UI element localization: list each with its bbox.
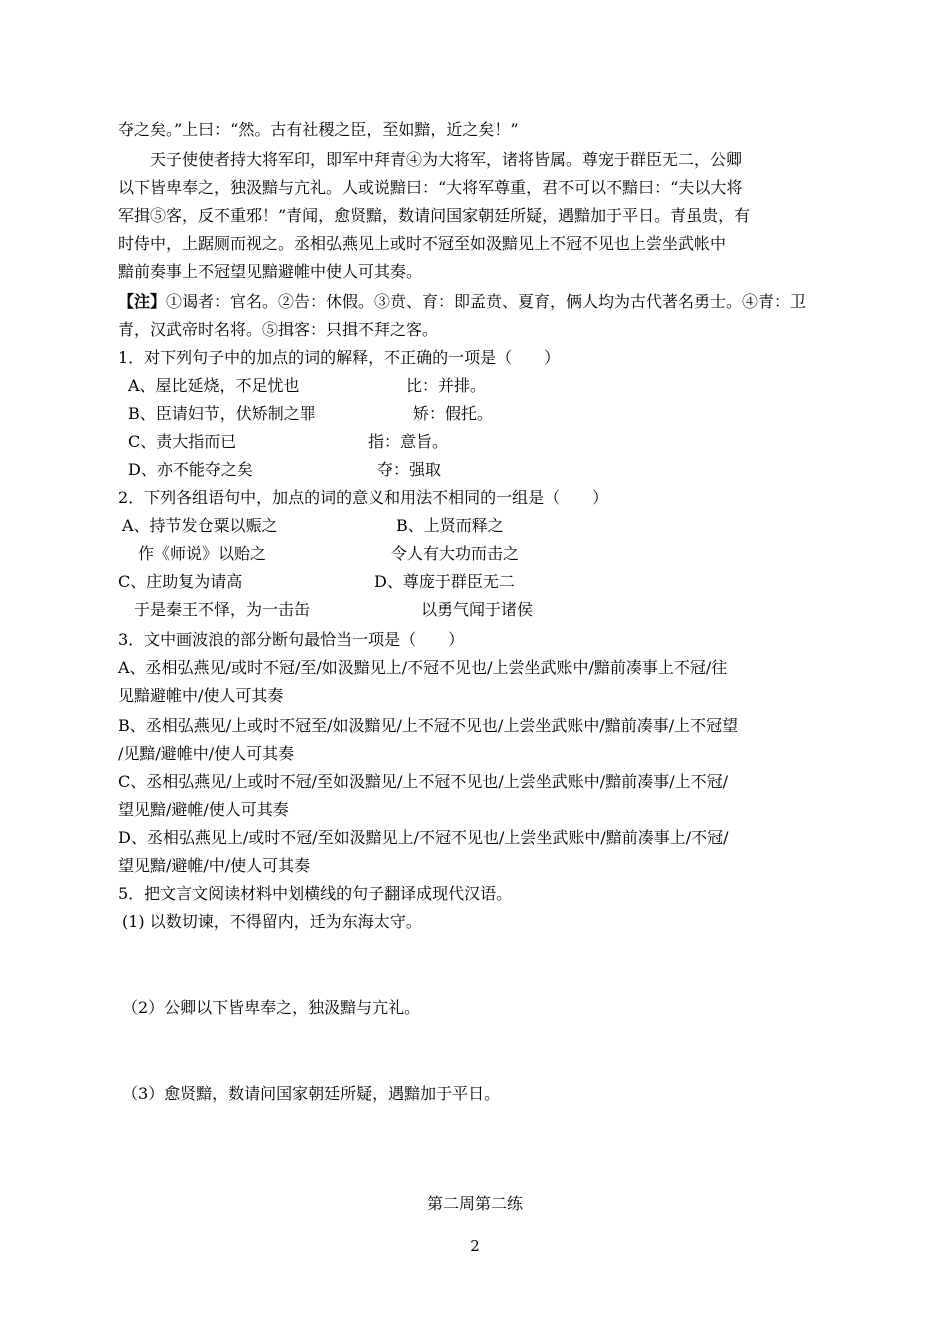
note-line: 青，汉武帝时名将。⑤揖客：只揖不拜之客。 <box>118 320 439 339</box>
q2-option-c-line2: 于是秦王不怿，为一击缶 <box>134 600 311 619</box>
q3-option-b-line1: B、丞相弘燕见/上或时不冠至/如汲黯见/上不冠不见也/上尝坐武账中/黯前凑事/上不冠望 <box>118 716 739 735</box>
section-title: 第二周第二练 <box>426 1194 523 1213</box>
q1-option-d: D、亦不能夺之矣 <box>128 460 253 479</box>
q2-option-c-line1: C、庄助复为请高 <box>118 572 243 591</box>
question-1-stem: 1．对下列句子中的加点的词的解释，不正确的一项是（ ） <box>118 348 561 367</box>
q1-option-b: B、臣请妇节，伏矫制之罪 <box>128 404 316 423</box>
passage-line: 时侍中，上踞厕而视之。丞相弘燕见上或时不冠至如汲黯见上不冠不见也上尝坐武帐中 <box>118 234 727 253</box>
q2-option-d-line1: D、尊庞于群臣无二 <box>374 572 515 591</box>
passage-line: 以下皆卑奉之，独汲黯与亢礼。人或说黯曰：“大将军尊重，君不可以不黯曰：“夫以大将 <box>118 178 743 197</box>
q1-option-c-gloss: 指：意旨。 <box>368 432 449 451</box>
q1-option-a-gloss: 比：并排。 <box>406 376 487 395</box>
page-number: 2 <box>470 1237 480 1255</box>
q3-option-d-line2: 望见黯/避帷/中/使人可其奏 <box>118 856 311 875</box>
q2-option-a-line1: A、持节发仓粟以赈之 <box>122 516 278 535</box>
q5-sentence-1: (1) 以数切谏，不得留内，迁为东海太守。 <box>122 912 422 931</box>
passage-line: 天子使使者持大将军印，即军中拜青④为大将军，诸将皆属。尊宠于群臣无二，公卿 <box>150 150 743 169</box>
q2-option-b-line2: 令人有大功而击之 <box>391 544 520 563</box>
q3-option-a-line1: A、丞相弘燕见/或时不冠/至/如汲黯见上/不冠不见也/上尝坐武账中/黯前凑事上不冠/往 <box>118 658 728 677</box>
q3-option-c-line2: 望见黯/避帷/使人可其奏 <box>118 800 289 819</box>
q5-sentence-2: （2）公卿以下皆卑奉之，独汲黯与亢礼。 <box>122 998 421 1017</box>
note-line <box>118 292 848 312</box>
q1-option-a: A、屋比延烧，不足忧也 <box>128 376 300 395</box>
q5-sentence-3: （3）愈贤黯，数请问国家朝廷所疑，遇黯加于平日。 <box>122 1084 501 1103</box>
q3-option-a-line2: 见黯避帷中/使人可其奏 <box>118 686 284 705</box>
q2-option-b-line1: B、上贤而释之 <box>396 516 504 535</box>
note-text: ①谒者：官名。②告：休假。③贲、育：即孟贲、夏育，俩人均为古代著名勇士。④青：卫 <box>166 292 807 311</box>
note-label: 【注】 <box>118 292 167 311</box>
q2-option-a-line2: 作《师说》以贻之 <box>138 544 267 563</box>
question-3-stem: 3．文中画波浪的部分断句最恰当一项是（ ） <box>118 630 465 649</box>
passage-line: 夺之矣。”上曰：“然。古有社稷之臣，至如黯，近之矣！” <box>118 120 519 139</box>
q1-option-c: C、责大指而已 <box>128 432 237 451</box>
q1-option-b-gloss: 矫：假托。 <box>413 404 494 423</box>
q3-option-d-line1: D、丞相弘燕见上/或时不冠/至如汲黯见上/不冠不见也/上尝坐武账中/黯前凑事上/不冠/ <box>118 828 729 847</box>
passage-line: 黯前奏事上不冠望见黯避帷中使人可其奏。 <box>118 262 423 281</box>
q3-option-c-line1: C、丞相弘燕见/上或时不冠/至如汲黯见/上不冠不见也/上尝坐武账中/黯前凑事/上不冠/ <box>118 772 728 791</box>
q1-option-d-gloss: 夺：强取 <box>377 460 442 479</box>
question-2-stem: 2．下列各组语句中，加点的词的意义和用法不相同的一组是（ ） <box>118 488 609 507</box>
question-5-stem: 5．把文言文阅读材料中划横线的句子翻译成现代汉语。 <box>118 884 513 903</box>
q2-option-d-line2: 以勇气闻于诸侯 <box>421 600 534 619</box>
q3-option-b-line2: /见黯/避帷中/使人可其奏 <box>118 744 295 763</box>
passage-line: 军揖⑤客，反不重邪！”青闻，愈贤黯，数请问国家朝廷所疑，遇黯加于平日。青虽贵，有 <box>118 206 751 225</box>
